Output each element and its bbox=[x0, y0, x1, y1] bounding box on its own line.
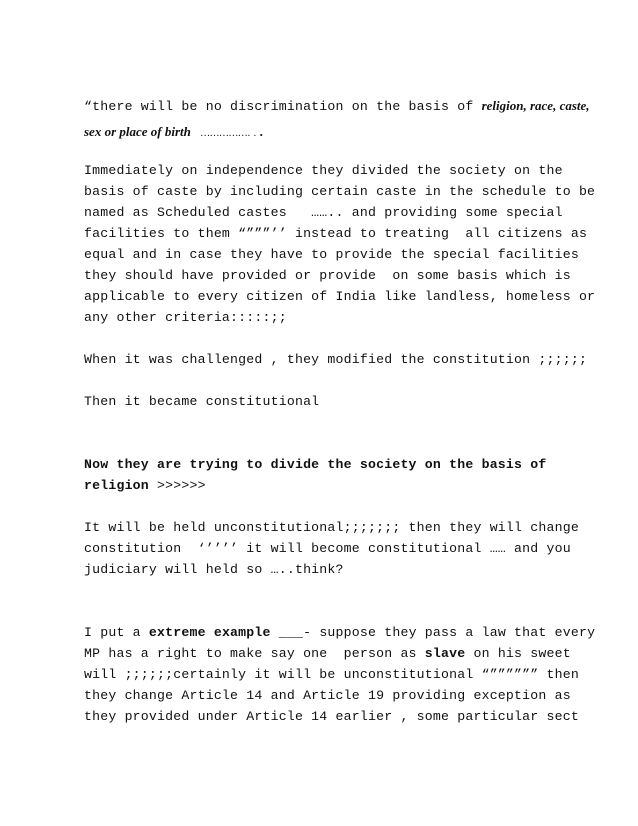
paragraph-line: will ;;;;;;certainly it will be unconstitutional “”””””” then bbox=[84, 667, 579, 682]
paragraph-line: basis of caste by including certain caste in the schedule to be bbox=[84, 184, 596, 199]
paragraph-line: constitution ‘’’’’ it will become constitutional …… and you bbox=[84, 541, 571, 556]
paragraph-line: any other criteria:::::;; bbox=[84, 310, 287, 325]
text-segment: MP has a right to make say one person as bbox=[84, 646, 425, 661]
text-segment: I put a bbox=[84, 625, 149, 640]
bold-heading-line: Now they are trying to divide the society on the basis of bbox=[84, 457, 547, 472]
ellipsis: ……………. . bbox=[200, 128, 257, 139]
bold-word: religion bbox=[84, 478, 149, 493]
paragraph-line bbox=[84, 646, 571, 662]
paragraph-line: applicable to every citizen of India like landless, homeless or bbox=[84, 289, 596, 304]
paragraph-line: It will be held unconstitutional;;;;;;; then they will change bbox=[84, 520, 579, 535]
paragraph-line: When it was challenged , they modified the constitution ;;;;;; bbox=[84, 352, 588, 367]
paragraph-line: they provided under Article 14 earlier , some particular sect bbox=[84, 709, 579, 724]
quote-emphasis: religion, race, caste, bbox=[481, 98, 590, 113]
paragraph-line: equal and in case they have to provide the special facilities bbox=[84, 247, 579, 262]
paragraph-line: facilities to them “”””’’ instead to treating all citizens as bbox=[84, 226, 588, 241]
bold-word: slave bbox=[424, 646, 466, 661]
text-segment: ___- suppose they pass a law that every bbox=[270, 625, 596, 640]
arrows-text: >>>>>> bbox=[148, 478, 206, 493]
quote-line-2 bbox=[84, 124, 263, 142]
paragraph-line: judiciary will held so …..think? bbox=[84, 562, 344, 577]
paragraph-line: named as Scheduled castes …….. and providing some special bbox=[84, 205, 563, 220]
quote-text: “there will be no discrimination on the basis of bbox=[84, 99, 482, 114]
bold-heading-line-2 bbox=[84, 478, 206, 494]
paragraph-line: they change Article 14 and Article 19 providing exception as bbox=[84, 688, 571, 703]
paragraph-line: they should have provided or provide on some basis which is bbox=[84, 268, 571, 283]
ellipsis-end: . bbox=[256, 124, 264, 139]
quote-line-1 bbox=[84, 98, 590, 115]
paragraph-line: Immediately on independence they divided the society on the bbox=[84, 163, 563, 178]
bold-phrase: extreme example bbox=[148, 625, 271, 640]
quote-emphasis: sex or place of birth bbox=[84, 124, 191, 139]
paragraph-line: Then it became constitutional bbox=[84, 394, 320, 409]
paragraph-line bbox=[84, 625, 595, 641]
text-segment: on his sweet bbox=[465, 646, 571, 661]
